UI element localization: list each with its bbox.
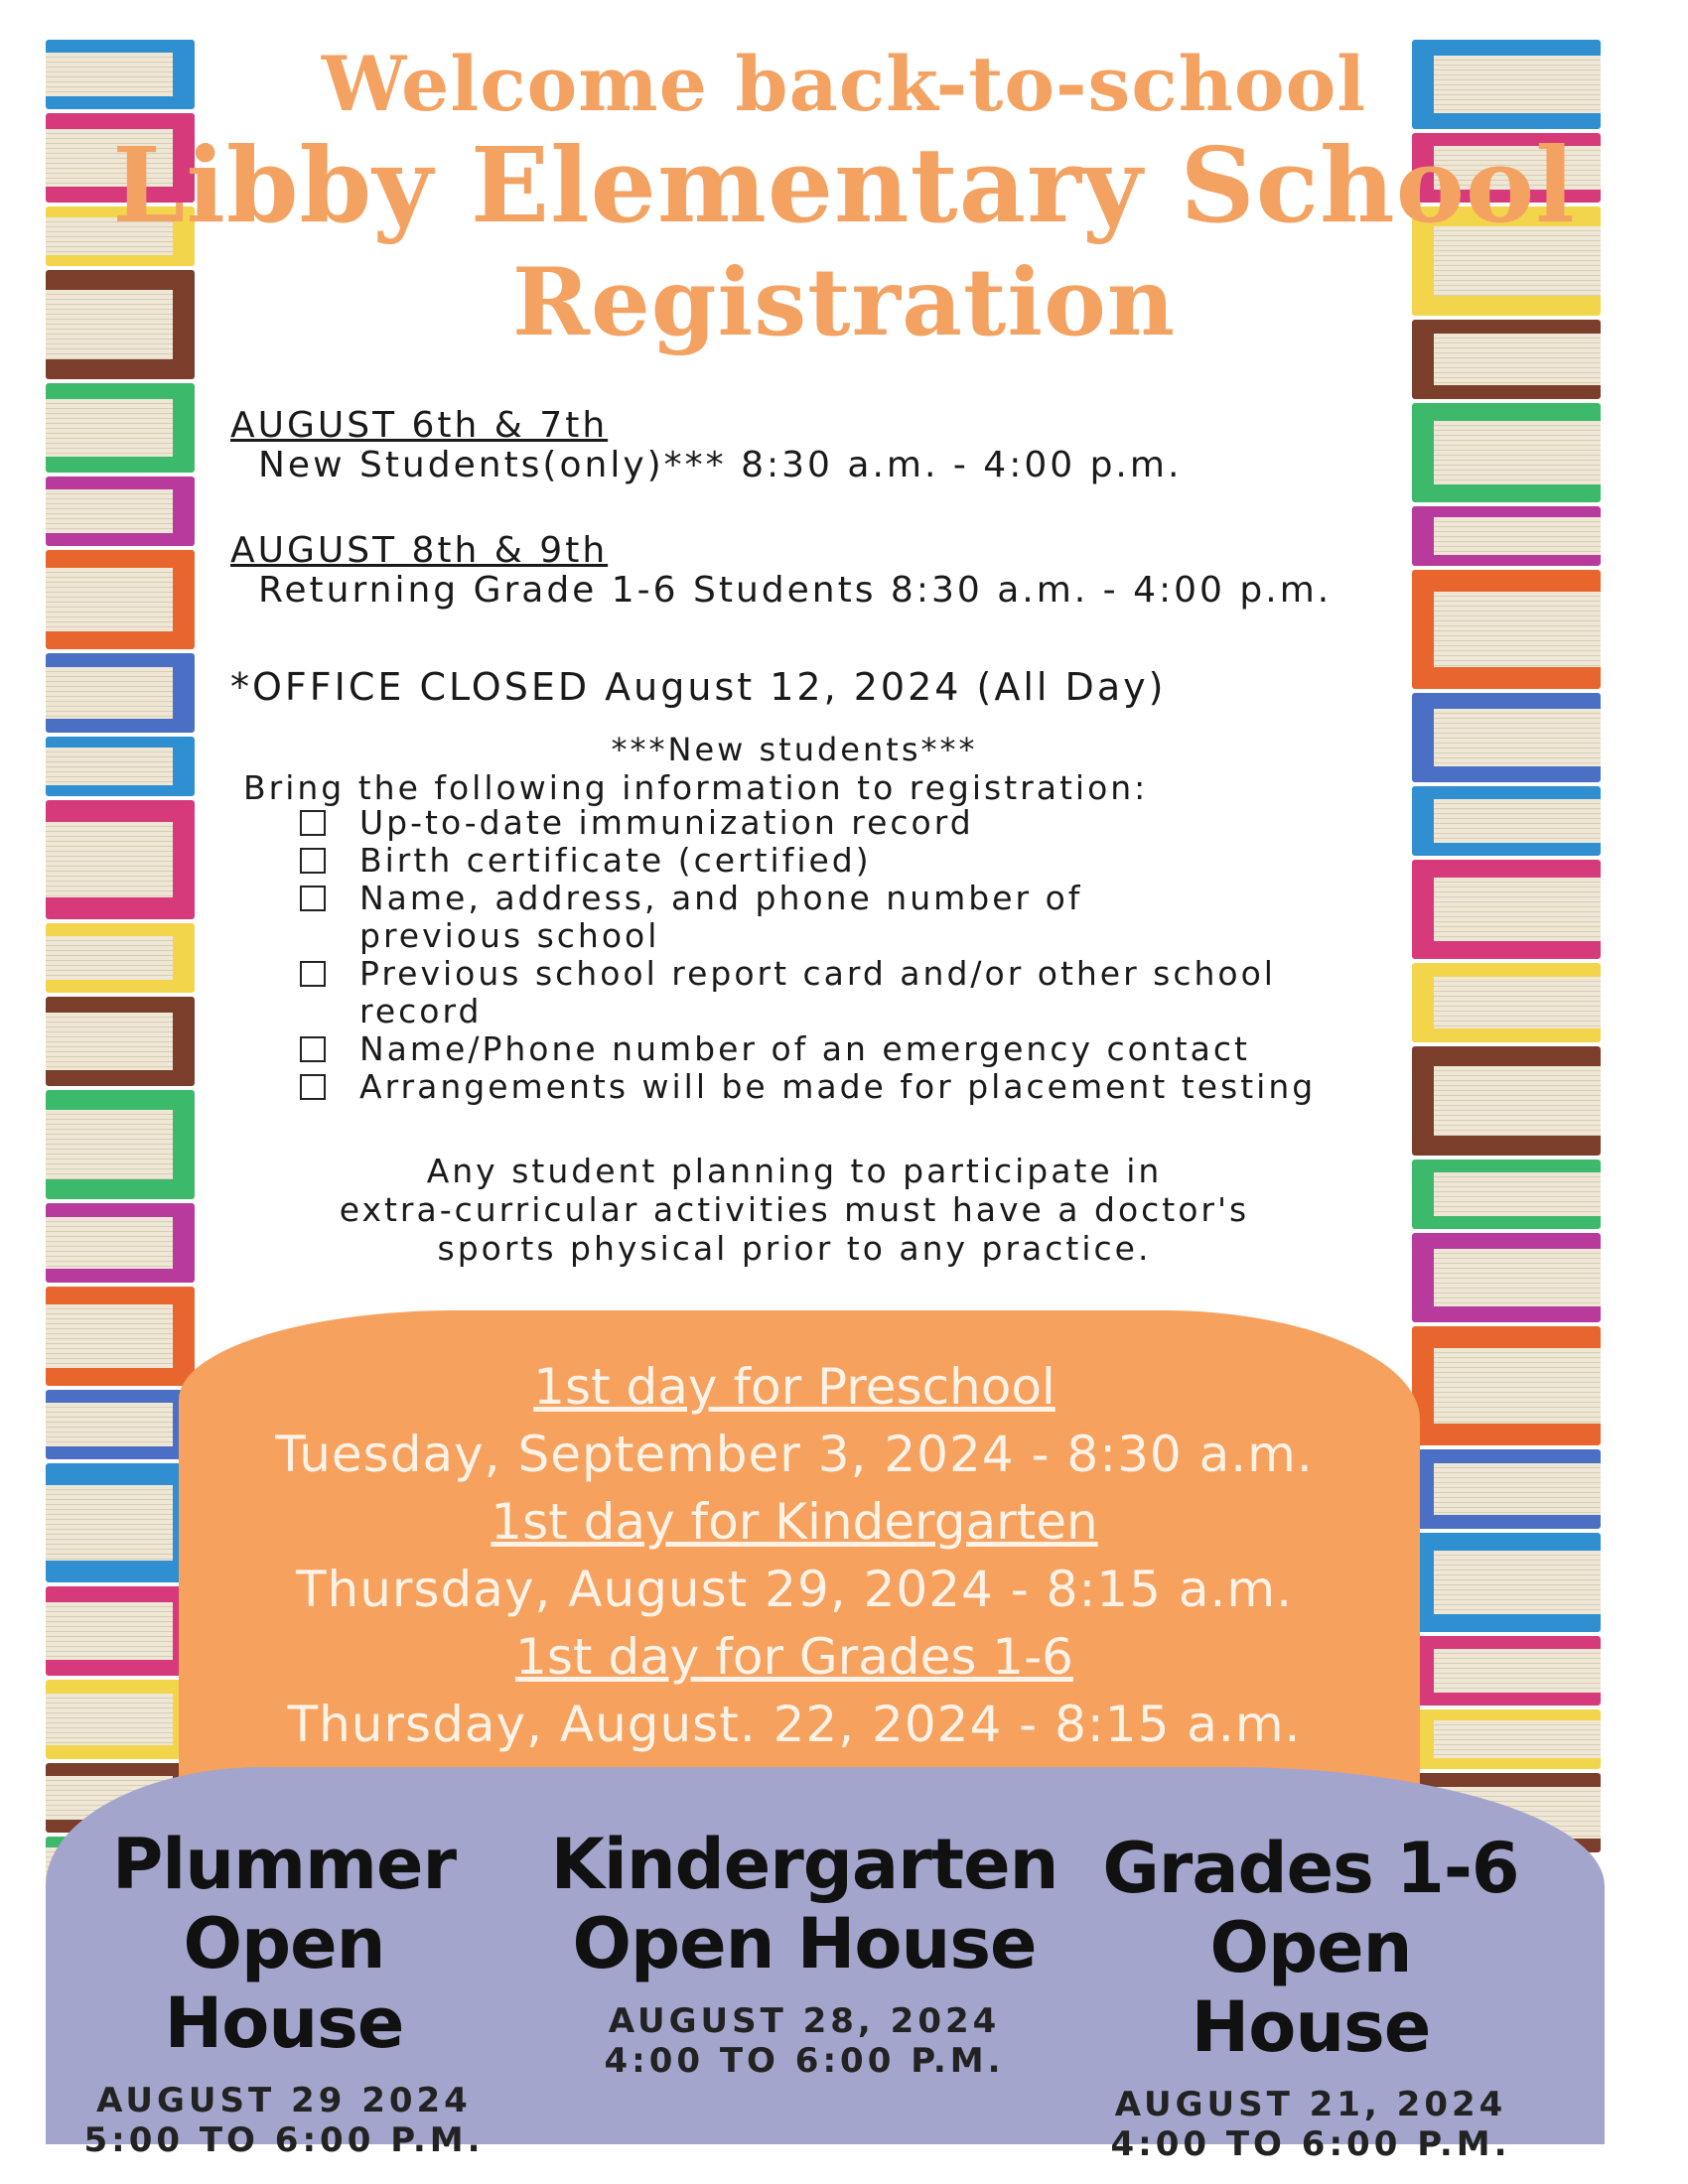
first-day-grades-date: Thursday, August. 22, 2024 - 8:15 a.m. — [287, 1696, 1302, 1753]
checklist-item: Arrangements will be made for placement testing — [300, 1068, 1392, 1106]
first-day-grades-heading: 1st day for Grades 1-6 — [515, 1628, 1073, 1686]
book-decoration — [1412, 963, 1601, 1042]
book-decoration — [1412, 506, 1601, 566]
book-decoration — [1412, 786, 1601, 856]
book-decoration — [1412, 860, 1601, 959]
checkbox-icon[interactable] — [300, 961, 326, 987]
book-decoration — [1412, 1046, 1601, 1156]
registration-heading: Registration — [511, 248, 1177, 357]
checkbox-icon[interactable] — [300, 810, 326, 836]
book-decoration — [46, 550, 195, 649]
checklist-item: Name, address, and phone number of previous school — [300, 880, 1233, 955]
book-decoration — [46, 800, 195, 919]
book-decoration — [46, 997, 195, 1086]
new-students-heading: ***New students*** — [611, 731, 978, 768]
checklist-item: Birth certificate (certified) — [300, 842, 1392, 880]
first-day-kindergarten-heading: 1st day for Kindergarten — [491, 1493, 1098, 1551]
welcome-heading: Welcome back-to-school — [321, 40, 1367, 128]
grades-open-house: Grades 1-6 Open House AUGUST 21, 2024 4:00 TO 6:00 P.M. — [1102, 1828, 1519, 2164]
returning-students-time: Returning Grade 1-6 Students 8:30 a.m. - 4:00 p.m. — [258, 570, 1333, 611]
checkbox-icon[interactable] — [300, 1074, 326, 1100]
book-decoration — [1412, 403, 1601, 502]
office-closed-notice: *OFFICE CLOSED August 12, 2024 (All Day) — [230, 665, 1167, 709]
requirements-intro: Bring the following information to registration: — [243, 768, 1149, 807]
book-decoration — [46, 383, 195, 473]
kindergarten-open-house: Kindergarten Open House AUGUST 28, 2024 4:00 TO 6:00 P.M. — [550, 1824, 1058, 2081]
checklist-item: Up-to-date immunization record — [300, 804, 1392, 842]
school-name-heading: Libby Elementary School — [112, 124, 1576, 246]
sports-physical-note: Any student planning to participate in extra-curricular activities must have a doctor's sports physical prior to any practice. — [339, 1152, 1250, 1268]
checklist-item: Previous school report card and/or other school record — [300, 955, 1313, 1030]
checkbox-icon[interactable] — [300, 848, 326, 874]
checkbox-icon[interactable] — [300, 1036, 326, 1062]
first-day-kindergarten-date: Thursday, August 29, 2024 - 8:15 a.m. — [296, 1561, 1293, 1618]
book-decoration — [46, 923, 195, 993]
checklist-item: Name/Phone number of an emergency contact — [300, 1030, 1392, 1068]
book-decoration — [46, 653, 195, 733]
first-day-preschool-heading: 1st day for Preschool — [533, 1358, 1055, 1416]
book-decoration — [1412, 570, 1601, 689]
new-students-date-heading: AUGUST 6th & 7th — [230, 405, 609, 446]
book-decoration — [46, 477, 195, 546]
first-day-preschool-date: Tuesday, September 3, 2024 - 8:30 a.m. — [275, 1426, 1314, 1483]
requirements-checklist — [300, 804, 1392, 1106]
checkbox-icon[interactable] — [300, 886, 326, 911]
returning-students-date-heading: AUGUST 8th & 9th — [230, 530, 609, 571]
new-students-time: New Students(only)*** 8:30 a.m. - 4:00 p.m. — [258, 445, 1183, 485]
plummer-open-house: Plummer Open House AUGUST 29 2024 5:00 TO 6:00 P.M. — [83, 1824, 485, 2160]
